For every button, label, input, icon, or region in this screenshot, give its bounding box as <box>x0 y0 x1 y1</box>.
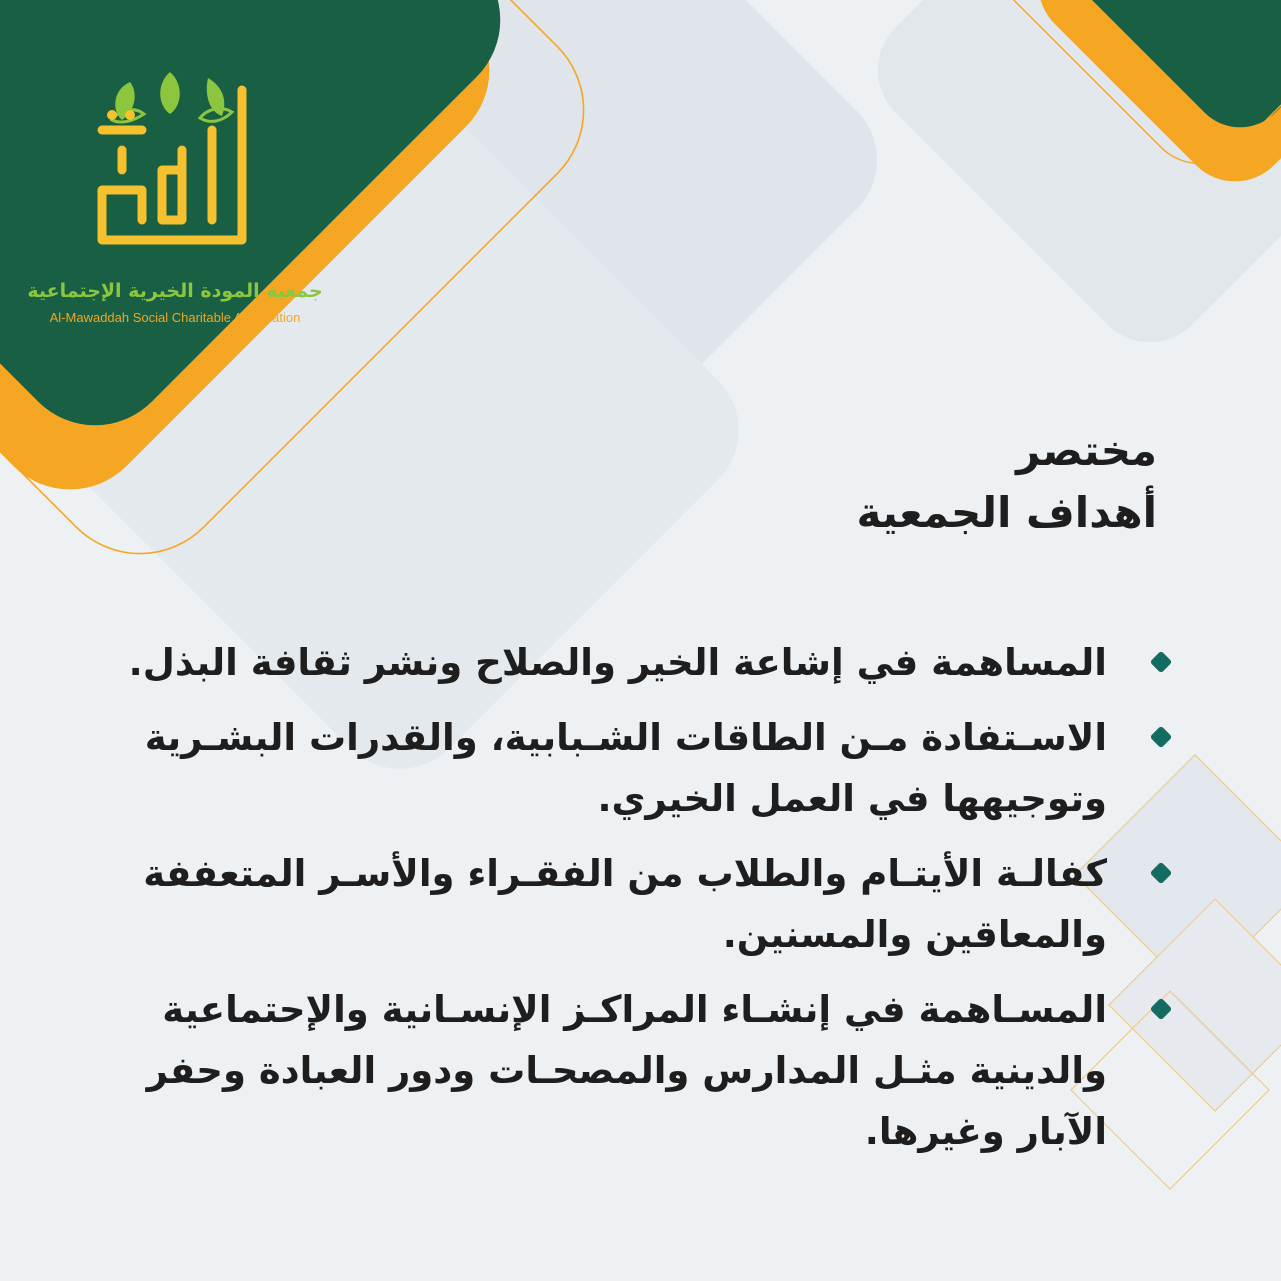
association-name-english: Al-Mawaddah Social Charitable Association <box>49 310 301 325</box>
goal-text: المسـاهمة في إنشـاء المراكـز الإنسـانية والإحتماعية والدينية مثـل المدارس والمصحـات ودور العبادة وحفر الآبار وغيرها. <box>146 988 1107 1153</box>
diamond-bullet-icon <box>1150 862 1173 885</box>
association-name-arabic: جمعية المودة الخيرية الإجتماعية <box>27 280 323 302</box>
leaves-logo-icon <box>82 70 262 255</box>
goal-item <box>91 979 1181 1162</box>
diamond-bullet-icon <box>1150 998 1173 1021</box>
diamond-bullet-icon <box>1150 651 1173 674</box>
heading-line-2: أهداف الجمعية <box>856 488 1157 537</box>
goal-item <box>91 843 1181 965</box>
goal-text: المساهمة في إشاعة الخير والصلاح ونشر ثقافة البذل. <box>128 641 1107 684</box>
page-heading <box>856 420 1157 544</box>
diamond-bullet-icon <box>1150 726 1173 749</box>
association-logo <box>20 70 330 340</box>
goal-item <box>91 632 1181 693</box>
goal-text: الاسـتفادة مـن الطاقات الشـبابية، والقدرات البشـرية وتوجيهها في العمل الخيري. <box>144 716 1107 820</box>
heading-line-1: مختصر <box>1016 426 1157 475</box>
goal-text: كفالـة الأيتـام والطلاب من الفقـراء والأسـر المتعففة والمعاقين والمسنين. <box>143 852 1107 956</box>
goal-item <box>91 707 1181 829</box>
goals-list <box>91 632 1181 1176</box>
